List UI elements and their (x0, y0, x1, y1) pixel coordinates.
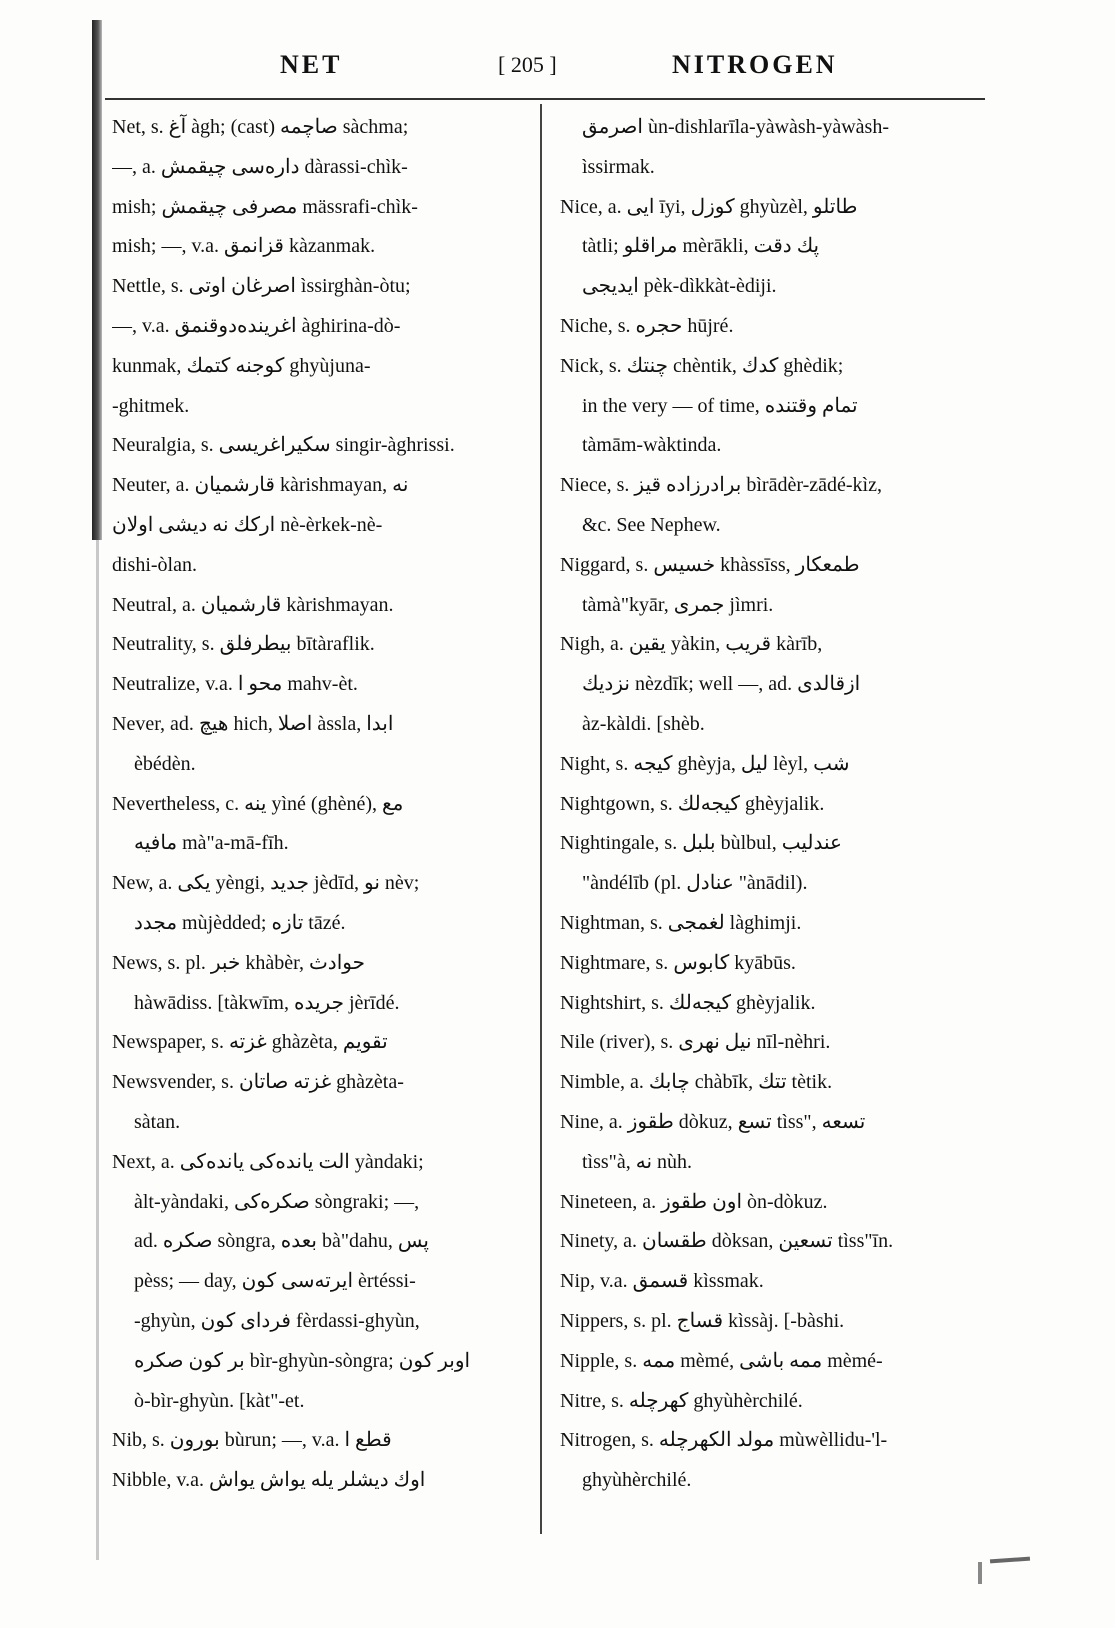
page-spine-shadow (92, 20, 102, 540)
entry-line: dishi-òlan. (112, 553, 197, 576)
entry-line: —, v.a. اغریندەدوقنمق àghirina-dò- (112, 314, 401, 337)
entry-line: kunmak, کوجنه کتمك ghyùjuna- (112, 354, 371, 377)
left-column (112, 108, 530, 1501)
entry-line: Nimble, a. چابك chàbīk, تتك tètik. (560, 1071, 833, 1094)
entry-line: Niche, s. حجره hūjré. (560, 314, 734, 337)
entry-line: &c. See Nephew. (582, 513, 721, 536)
entry-line: ò-bìr-ghyùn. [kàt"-et. (134, 1389, 305, 1412)
entry-line: Newspaper, s. غزته ghàzèta, تقویم (112, 1031, 388, 1054)
entry-line: Ninety, a. طقسان dòksan, تسعین tìss"īn. (560, 1230, 894, 1253)
entry-line: Newsvender, s. غزته صاتان ghàzèta- (112, 1071, 404, 1094)
entry-line: Neutrality, s. بیطرفلق bītàraflik. (112, 633, 375, 656)
entry-line: hàwādiss. [tàkwīm, جریده jèrīdé. (134, 991, 400, 1014)
entry-line: Nipple, s. ممه mèmé, ممه باشی mèmé- (560, 1349, 883, 1372)
entry-line: Neuralgia, s. سکیراغریسی singir-àghrissi. (112, 434, 455, 457)
entry-line: Neuter, a. قارشمیان kàrishmayan, نه (112, 474, 409, 497)
entry-line: ghyùhèrchilé. (582, 1469, 692, 1492)
entry-line: New, a. یکی yèngi, جدید jèdīd, نو nèv; (112, 872, 420, 895)
entry-line: Nightmare, s. کابوس kyābūs. (560, 951, 796, 974)
header-left-word: NET (280, 50, 343, 79)
entry-line: tàtli; مراقلو mèrākli, پك دقت (582, 235, 820, 258)
entry-line: Nightgown, s. کیجەلك ghèyjalik. (560, 792, 825, 815)
header-right-word: NITROGEN (672, 50, 838, 79)
entry-line: Never, ad. هیچ hich, اصلا àssla, ابدا (112, 712, 394, 735)
entry-line: èbédèn. (134, 752, 196, 775)
column-divider (540, 104, 542, 1534)
entry-line: Niggard, s. خسیس khàssīss, طمعکار (560, 553, 860, 576)
entry-line: News, s. pl. خبر khàbèr, حوادث (112, 951, 365, 974)
entry-line: Nightingale, s. بلبل bùlbul, عندلیب (560, 832, 842, 855)
entry-line: Nineteen, a. اون طقوز òn-dòkuz. (560, 1190, 828, 1213)
entry-line: Nitre, s. کهرچله ghyùhèrchilé. (560, 1389, 803, 1412)
entry-line: نزدیك nèzdīk; well —, ad. ازقالدی (582, 673, 861, 696)
entry-line: Nitrogen, s. مولد الکهرچله mùwèllidu-'l- (560, 1429, 888, 1452)
entry-line: Nevertheless, c. ینه yìné (ghèné), مع (112, 792, 404, 815)
page-edge-line (96, 540, 99, 1560)
entry-line: tìss"à, نه nùh. (582, 1150, 693, 1173)
entry-line: ad. صکره sòngra, بعده bà"dahu, پس (134, 1230, 429, 1253)
entry-line: Nightman, s. لغمجی làghimji. (560, 911, 802, 934)
page-header (280, 50, 860, 90)
entry-line: Nippers, s. pl. قساج kìssàj. [-bàshi. (560, 1309, 845, 1332)
entry-line: مجدد mùjèdded; تازه tāzé. (134, 911, 346, 934)
entry-line: —, a. دارەسی چیقمش dàrassi-chìk- (112, 155, 408, 178)
entry-line: Nib, s. بورون bùrun; —, v.a. قطع ا (112, 1429, 392, 1452)
right-column (560, 108, 978, 1501)
entry-line: in the very — of time, تمام وقتنده (582, 394, 858, 417)
entry-line: -ghitmek. (112, 394, 190, 417)
entry-line: pèss; — day, ایرتەسی کون èrtéssi- (134, 1270, 416, 1293)
entry-line: Night, s. کیجه ghèyja, لیل lèyl, شب (560, 752, 850, 775)
entry-line: àlt-yàndaki, صکرەکی sòngraki; —, (134, 1190, 420, 1213)
entry-line: Nice, a. ایی īyi, کوزل ghyùzèl, طاتلو (560, 195, 858, 218)
entry-line: Nettle, s. اصرغان اوتی ìssirghàn-òtu; (112, 275, 411, 298)
entry-line: tàmà"kyār, جمری jìmri. (582, 593, 774, 616)
entry-line: mish; —, v.a. قزانمق kàzanmak. (112, 235, 376, 258)
entry-line: Neutralize, v.a. محو ا mahv-èt. (112, 673, 358, 696)
entry-line: "àndélīb (pl. عنادل "ànādil). (582, 872, 808, 895)
entry-line: ایدیجی pèk-dìkkàt-èdiji. (582, 275, 777, 298)
entry-line: ìssirmak. (582, 155, 655, 178)
entry-line: Net, s. آغ àgh; (cast) صاچمه sàchma; (112, 116, 409, 138)
header-rule (105, 98, 985, 100)
entry-line: Nick, s. چنتك chèntik, کدك ghèdik; (560, 354, 844, 377)
entry-line: Nigh, a. یقین yàkin, قریب kàrīb, (560, 633, 823, 656)
entry-line: Neutral, a. قارشمیان kàrishmayan. (112, 593, 394, 616)
entry-line: Nibble, v.a. اوك دیشلر یله یواش یواش (112, 1469, 426, 1492)
page-corner-mark (990, 1557, 1030, 1564)
entry-line: Next, a. الت یاندەکی یاندەکی yàndaki; (112, 1150, 424, 1173)
entry-line: Niece, s. برادرزاده قیز bìrādèr-zādé-kìz, (560, 474, 882, 497)
entry-line: Nine, a. طقوز dòkuz, تسع tìss", تسعه (560, 1110, 866, 1133)
page-number: [ 205 ] (498, 52, 557, 77)
entry-line: àz-kàldi. [shèb. (582, 712, 705, 735)
entry-line: Nightshirt, s. کیجەلك ghèyjalik. (560, 991, 816, 1014)
entry-line: mish; مصرفی چیقمش mässrafi-chìk- (112, 195, 418, 218)
entry-line: اصرمق ùn-dishlarīla-yàwàsh-yàwàsh- (582, 116, 889, 138)
entry-line: مافیه mà"a-mā-fīh. (134, 832, 289, 855)
entry-line: Nip, v.a. قسمق kìssmak. (560, 1270, 764, 1293)
entry-line: ارکك نه دیشی اولان nè-èrkek-nè- (112, 513, 383, 536)
entry-line: tàmām-wàktinda. (582, 434, 722, 457)
page-corner-mark-vertical (978, 1562, 982, 1584)
entry-line: -ghyùn, فردای کون fèrdassi-ghyùn, (134, 1309, 420, 1332)
entry-line: Nile (river), s. نیل نهری nīl-nèhri. (560, 1031, 831, 1054)
entry-line: بر کون صکره bìr-ghyùn-sòngra; اوبر کون (134, 1349, 471, 1372)
entry-line: sàtan. (134, 1110, 181, 1133)
